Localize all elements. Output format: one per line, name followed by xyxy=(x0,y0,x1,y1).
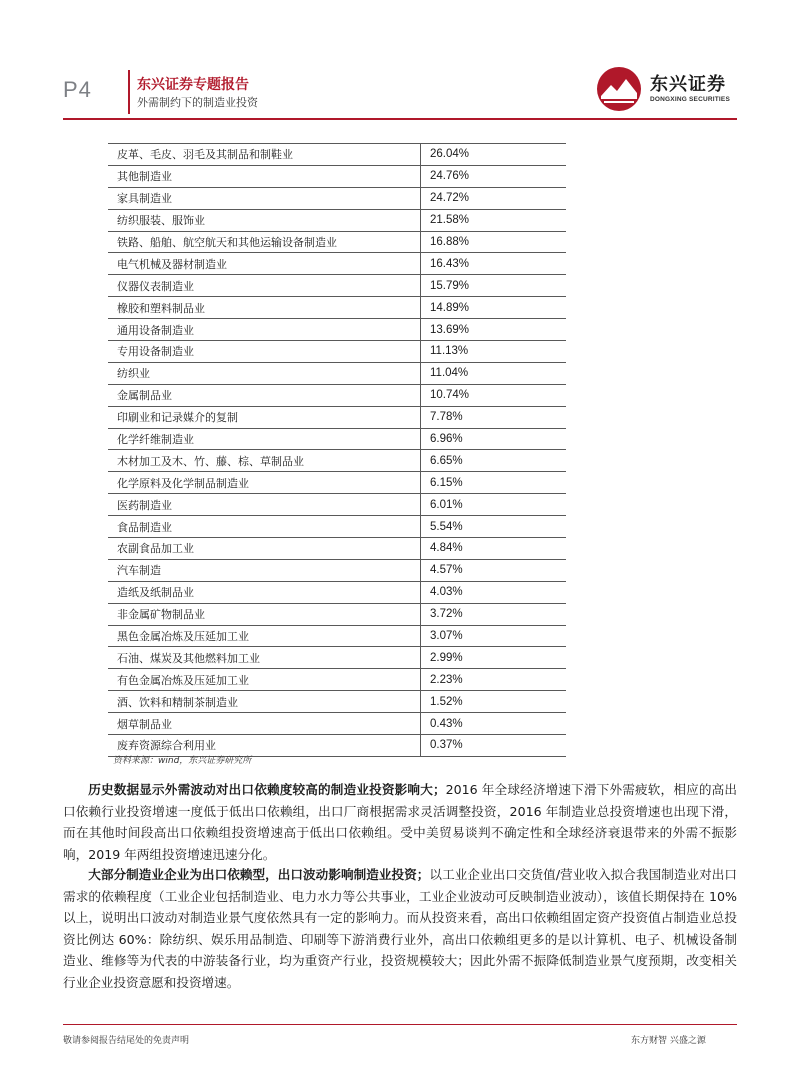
page-number: P4 xyxy=(63,77,92,102)
table-row xyxy=(108,538,566,560)
table-row xyxy=(108,319,566,341)
industry-name: 农副食品加工业 xyxy=(108,538,421,560)
paragraph-2-lead: 大部分制造业企业为出口依赖型，出口波动影响制造业投资； xyxy=(88,867,430,882)
industry-value: 3.72% xyxy=(421,603,567,625)
industry-name: 废弃资源综合利用业 xyxy=(108,735,421,757)
industry-value: 24.72% xyxy=(421,187,567,209)
industry-value: 11.13% xyxy=(421,341,567,363)
table-row xyxy=(108,253,566,275)
industry-value: 10.74% xyxy=(421,384,567,406)
footer-slogan: 东方财智 兴盛之源 xyxy=(631,1036,706,1046)
industry-value: 16.43% xyxy=(421,253,567,275)
industry-name: 黑色金属冶炼及压延加工业 xyxy=(108,625,421,647)
page-header xyxy=(0,0,800,128)
table-row xyxy=(108,209,566,231)
logo-english-text: DONGXING SECURITIES xyxy=(650,96,731,103)
table-body xyxy=(108,144,566,757)
industry-value: 2.99% xyxy=(421,647,567,669)
table-row xyxy=(108,231,566,253)
footer-rule xyxy=(63,1024,737,1025)
paragraph-1-lead: 历史数据显示外需波动对出口依赖度较高的制造业投资影响大； xyxy=(88,782,446,797)
industry-value: 24.76% xyxy=(421,165,567,187)
table-row xyxy=(108,144,566,166)
industry-name: 烟草制品业 xyxy=(108,713,421,735)
industry-value: 15.79% xyxy=(421,275,567,297)
table-row xyxy=(108,669,566,691)
industry-value: 6.96% xyxy=(421,428,567,450)
paragraph-1-body: 2016 年全球经济增速下滑下外需疲软，相应的高出口依赖行业投资增速一度低于低出口依赖组，出口厂商根据需求灵活调整投资，2016 年制造业总投资增速也出现下滑，而在其他时间段高出口依赖组投资增速高于低出口依赖组。受中美贸易谈判不确定性和全球经济衰退带来的外需不振影响，2019 年两组投资增速迅速分化。 xyxy=(63,782,738,862)
header-divider xyxy=(128,70,130,114)
industry-name: 化学纤维制造业 xyxy=(108,428,421,450)
industry-value: 4.84% xyxy=(421,538,567,560)
industry-name: 电气机械及器材制造业 xyxy=(108,253,421,275)
industry-name: 石油、煤炭及其他燃料加工业 xyxy=(108,647,421,669)
logo-mark-icon xyxy=(596,66,642,112)
table-row xyxy=(108,384,566,406)
table-row xyxy=(108,362,566,384)
industry-value: 6.15% xyxy=(421,472,567,494)
table-row xyxy=(108,187,566,209)
table-row xyxy=(108,341,566,363)
industry-value: 0.37% xyxy=(421,735,567,757)
industry-value: 7.78% xyxy=(421,406,567,428)
industry-value: 1.52% xyxy=(421,691,567,713)
industry-name: 医药制造业 xyxy=(108,494,421,516)
industry-name: 铁路、船舶、航空航天和其他运输设备制造业 xyxy=(108,231,421,253)
industry-value: 6.65% xyxy=(421,450,567,472)
industry-name: 非金属矿物制品业 xyxy=(108,603,421,625)
table-row xyxy=(108,625,566,647)
industry-name: 纺织业 xyxy=(108,362,421,384)
industry-name: 家具制造业 xyxy=(108,187,421,209)
industry-name: 专用设备制造业 xyxy=(108,341,421,363)
table-row xyxy=(108,559,566,581)
industry-value: 16.88% xyxy=(421,231,567,253)
industry-value: 4.57% xyxy=(421,559,567,581)
table-row xyxy=(108,275,566,297)
industry-name: 有色金属冶炼及压延加工业 xyxy=(108,669,421,691)
company-logo xyxy=(596,66,736,112)
industry-name: 通用设备制造业 xyxy=(108,319,421,341)
industry-name: 造纸及纸制品业 xyxy=(108,581,421,603)
industry-name: 酒、饮料和精制茶制造业 xyxy=(108,691,421,713)
industry-name: 橡胶和塑料制品业 xyxy=(108,297,421,319)
industry-name: 金属制品业 xyxy=(108,384,421,406)
table-row xyxy=(108,297,566,319)
paragraph-1 xyxy=(63,779,737,865)
industry-name: 仪器仪表制造业 xyxy=(108,275,421,297)
header-rule xyxy=(63,118,737,120)
industry-value: 14.89% xyxy=(421,297,567,319)
industry-value: 4.03% xyxy=(421,581,567,603)
table-row xyxy=(108,581,566,603)
paragraph-2 xyxy=(63,864,737,993)
industry-value: 26.04% xyxy=(421,144,567,166)
table-row xyxy=(108,472,566,494)
table-row xyxy=(108,494,566,516)
industry-name: 纺织服装、服饰业 xyxy=(108,209,421,231)
industry-name: 汽车制造 xyxy=(108,559,421,581)
logo-text: 东兴证券 xyxy=(650,74,726,95)
industry-value: 13.69% xyxy=(421,319,567,341)
industry-name: 皮革、毛皮、羽毛及其制品和制鞋业 xyxy=(108,144,421,166)
paragraph-2-body: 以工业企业出口交货值/营业收入拟合我国制造业对出口需求的依赖程度（工业企业包括制造业、电力水力等公共事业，工业企业波动可反映制造业波动），该值长期保持在 10%以上，说明出口波动对制造业景气度依然具有一定的影响力。而从投资来看，高出口依赖组固定资产投资值占制造业总投资比例达 60%：除纺织、娱乐用品制造、印刷等下游消费行业外，高出口依赖组更多的是以计算机、电子、机械设备制造业、维修等为代表的中游装备行业，均为重资产行业，投资规模较大；因此外需不振降低制造业景气度预期，改变相关行业企业投资意愿和投资增速。 xyxy=(63,867,738,990)
industry-value: 5.54% xyxy=(421,516,567,538)
export-dependency-table xyxy=(108,143,566,757)
table-row xyxy=(108,516,566,538)
industry-name: 食品制造业 xyxy=(108,516,421,538)
report-title: 东兴证券专题报告 xyxy=(137,77,249,93)
table-row xyxy=(108,406,566,428)
industry-value: 11.04% xyxy=(421,362,567,384)
report-subtitle: 外需制约下的制造业投资 xyxy=(137,96,258,109)
table-row xyxy=(108,713,566,735)
table-row xyxy=(108,428,566,450)
industry-value: 3.07% xyxy=(421,625,567,647)
table-row xyxy=(108,603,566,625)
industry-name: 其他制造业 xyxy=(108,165,421,187)
table-source-note: 资料来源：wind，东兴证券研究所 xyxy=(113,756,252,766)
table-row xyxy=(108,691,566,713)
footer-disclaimer: 敬请参阅报告结尾处的免责声明 xyxy=(63,1036,190,1046)
table-row xyxy=(108,647,566,669)
industry-name: 印刷业和记录媒介的复制 xyxy=(108,406,421,428)
industry-value: 21.58% xyxy=(421,209,567,231)
industry-name: 木材加工及木、竹、藤、棕、草制品业 xyxy=(108,450,421,472)
industry-value: 6.01% xyxy=(421,494,567,516)
table-row xyxy=(108,450,566,472)
industry-name: 化学原料及化学制品制造业 xyxy=(108,472,421,494)
table-row xyxy=(108,165,566,187)
industry-value: 2.23% xyxy=(421,669,567,691)
industry-value: 0.43% xyxy=(421,713,567,735)
